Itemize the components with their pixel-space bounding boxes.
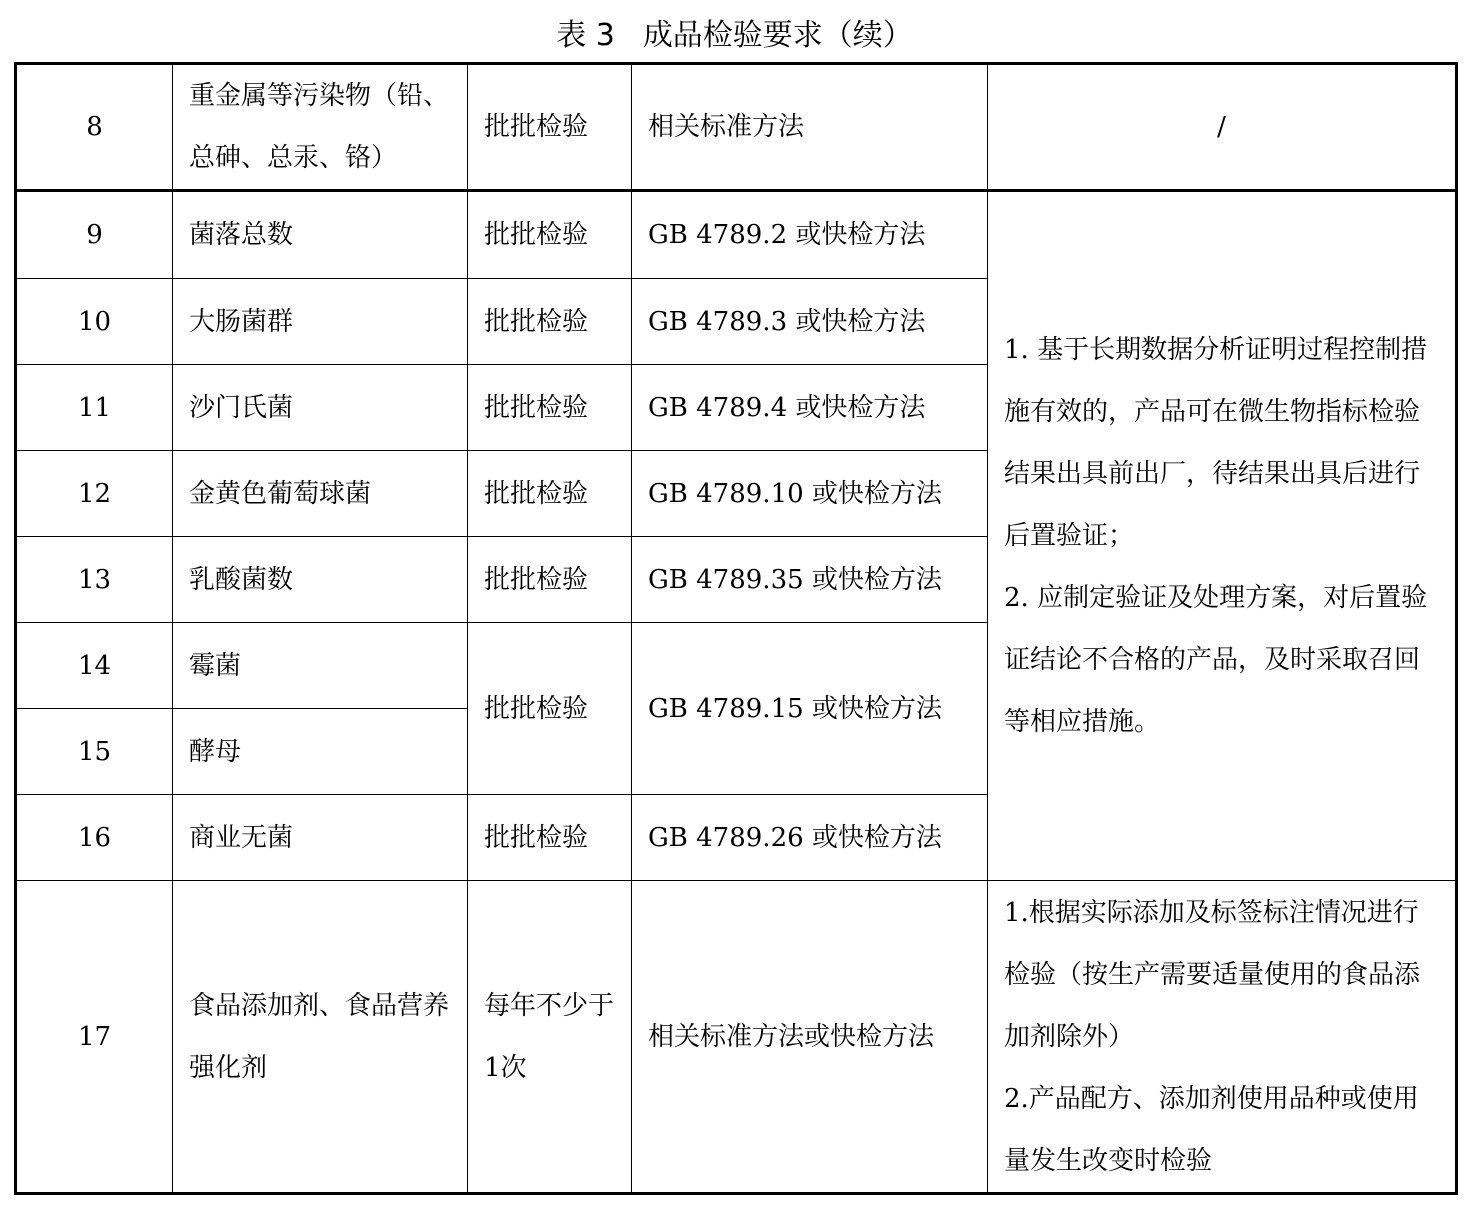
row-frequency: 批批检验 [468, 279, 632, 365]
row-frequency: 每年不少于1次 [468, 881, 632, 1194]
row-frequency: 批批检验 [468, 191, 632, 279]
row-frequency: 批批检验 [468, 451, 632, 537]
table-number: 表 3 [556, 18, 615, 53]
additive-note-2: 2.产品配方、添加剂使用品种或使用量发生改变时检验 [1004, 1083, 1419, 1176]
row-item: 酵母 [173, 709, 468, 795]
table-row [16, 881, 1457, 1194]
table-row [16, 191, 1457, 279]
row-number: 15 [16, 709, 173, 795]
row-method: GB 4789.2 或快检方法 [632, 191, 988, 279]
table-title: 成品检验要求（续） [642, 18, 913, 53]
additive-note-1: 1.根据实际添加及标签标注情况进行检验（按生产需要适量使用的食品添加剂除外） [1004, 897, 1421, 1052]
row-method: GB 4789.15 或快检方法 [632, 623, 988, 795]
row-frequency: 批批检验 [468, 64, 632, 191]
row-item: 商业无菌 [173, 795, 468, 881]
additive-note-cell [988, 881, 1457, 1194]
row-number: 11 [16, 365, 173, 451]
row-item: 沙门氏菌 [173, 365, 468, 451]
inspection-table [14, 62, 1458, 1195]
row-frequency: 批批检验 [468, 537, 632, 623]
row-frequency: 批批检验 [468, 365, 632, 451]
row-method: GB 4789.3 或快检方法 [632, 279, 988, 365]
row-number: 17 [16, 881, 173, 1194]
row-method: GB 4789.4 或快检方法 [632, 365, 988, 451]
micro-note-1: 1. 基于长期数据分析证明过程控制措施有效的，产品可在微生物指标检验结果出具前出厂，待结果出具后进行后置验证； [1004, 335, 1428, 551]
row-method: 相关标准方法 [632, 64, 988, 191]
row-method: 相关标准方法或快检方法 [632, 881, 988, 1194]
row-number: 8 [16, 64, 173, 191]
row-item: 食品添加剂、食品营养强化剂 [173, 881, 468, 1194]
row-number: 16 [16, 795, 173, 881]
micro-note-2: 2. 应制定验证及处理方案，对后置验证结论不合格的产品，及时采取召回等相应措施。 [1004, 583, 1428, 737]
row-item: 菌落总数 [173, 191, 468, 279]
row-method: GB 4789.35 或快检方法 [632, 537, 988, 623]
row-method: GB 4789.26 或快检方法 [632, 795, 988, 881]
row-number: 14 [16, 623, 173, 709]
micro-note-cell [988, 191, 1457, 881]
row-item: 霉菌 [173, 623, 468, 709]
row-item: 金黄色葡萄球菌 [173, 451, 468, 537]
row-number: 12 [16, 451, 173, 537]
row-number: 10 [16, 279, 173, 365]
row-number: 13 [16, 537, 173, 623]
row-item: 大肠菌群 [173, 279, 468, 365]
row-number: 9 [16, 191, 173, 279]
row-method: GB 4789.10 或快检方法 [632, 451, 988, 537]
row-frequency: 批批检验 [468, 623, 632, 795]
row-frequency: 批批检验 [468, 795, 632, 881]
row-item: 重金属等污染物（铅、总砷、总汞、铬） [173, 64, 468, 191]
row-item: 乳酸菌数 [173, 537, 468, 623]
table-caption [0, 14, 1469, 58]
row-note: / [988, 64, 1457, 191]
table-row [16, 64, 1457, 191]
